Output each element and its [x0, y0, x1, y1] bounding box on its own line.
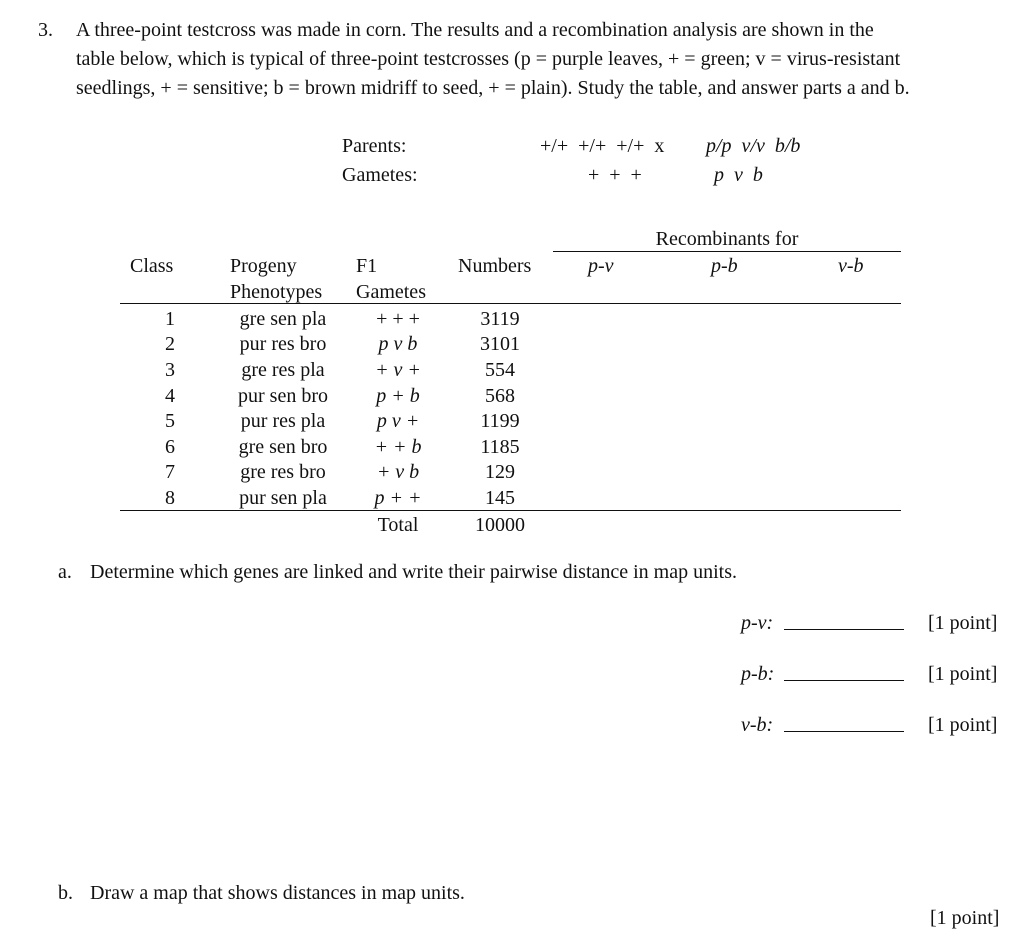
- gametes-label: Gametes:: [342, 164, 418, 186]
- row-number: 1199: [480, 410, 520, 432]
- part-b-points: [1 point]: [930, 907, 1000, 929]
- row-class: 3: [165, 359, 175, 381]
- col-numbers: Numbers: [458, 255, 532, 277]
- parents-genotype-right: p/p v/v b/b: [706, 135, 801, 157]
- col-vb: v-b: [838, 255, 864, 277]
- row-gametes: + v b: [376, 461, 420, 483]
- answer-vb-points: [1 point]: [928, 714, 998, 736]
- total-label: Total: [377, 514, 419, 536]
- col-pb: p-b: [711, 255, 738, 277]
- row-class: 1: [165, 308, 175, 330]
- row-gametes: p + b: [376, 385, 420, 407]
- row-phenotype: gre sen bro: [238, 436, 328, 458]
- row-class: 4: [165, 385, 175, 407]
- part-a-text: Determine which genes are linked and write their pairwise distance in map units.: [90, 561, 738, 583]
- row-class: 7: [165, 461, 175, 483]
- row-class: 5: [165, 410, 175, 432]
- row-phenotype: gre res bro: [240, 461, 326, 483]
- header-rule: [120, 303, 901, 304]
- question-line-2: table below, which is typical of three-point testcrosses (p = purple leaves, + = green; v = virus-resistant: [76, 48, 901, 70]
- col-pv: p-v: [588, 255, 614, 277]
- col-f1-2: Gametes: [356, 281, 426, 303]
- answer-vb-label: v-b:: [741, 714, 774, 736]
- gametes-left: + + +: [588, 164, 642, 186]
- answer-pv-label: p-v:: [741, 612, 774, 634]
- row-gametes: p v b: [378, 333, 418, 355]
- row-phenotype: pur res pla: [240, 410, 326, 432]
- row-number: 554: [485, 359, 515, 381]
- part-a-label: a.: [58, 561, 72, 583]
- recombinants-underline: [553, 251, 901, 252]
- part-b-label: b.: [58, 882, 73, 904]
- question-number: 3.: [38, 19, 53, 41]
- part-b-text: Draw a map that shows distances in map units.: [90, 882, 465, 904]
- row-phenotype: pur sen bro: [238, 385, 328, 407]
- answer-pb-points: [1 point]: [928, 663, 998, 685]
- row-phenotype: gre sen pla: [239, 308, 327, 330]
- row-class: 6: [165, 436, 175, 458]
- row-gametes: + + b: [374, 436, 422, 458]
- parents-label: Parents:: [342, 135, 407, 157]
- recombinants-header: Recombinants for: [655, 228, 799, 250]
- row-number: 3119: [480, 308, 520, 330]
- footer-rule: [120, 510, 901, 511]
- answer-vb-blank[interactable]: [784, 731, 904, 732]
- col-progeny-1: Progeny: [230, 255, 297, 277]
- gametes-right: p v b: [714, 164, 763, 186]
- col-progeny-2: Phenotypes: [230, 281, 323, 303]
- answer-pv-points: [1 point]: [928, 612, 998, 634]
- answer-pb-label: p-b:: [741, 663, 775, 685]
- col-f1-1: F1: [356, 255, 378, 277]
- row-phenotype: pur res bro: [239, 333, 327, 355]
- row-class: 2: [165, 333, 175, 355]
- row-gametes: p + +: [374, 487, 422, 509]
- parents-genotype-left: +/+ +/+ +/+ x: [540, 135, 665, 157]
- question-line-1: A three-point testcross was made in corn. The results and a recombination analysis are shown in the: [76, 19, 874, 41]
- row-class: 8: [165, 487, 175, 509]
- row-gametes: + v +: [375, 359, 421, 381]
- row-number: 568: [485, 385, 515, 407]
- row-gametes: + + +: [376, 308, 420, 330]
- row-phenotype: pur sen pla: [239, 487, 327, 509]
- answer-pv-blank[interactable]: [784, 629, 904, 630]
- row-phenotype: gre res pla: [241, 359, 325, 381]
- row-gametes: p v +: [376, 410, 420, 432]
- row-number: 3101: [480, 333, 520, 355]
- question-line-3: seedlings, + = sensitive; b = brown midriff to seed, + = plain). Study the table, and answer parts a and b.: [76, 77, 910, 99]
- row-number: 129: [485, 461, 515, 483]
- col-class: Class: [130, 255, 174, 277]
- row-number: 145: [485, 487, 515, 509]
- row-number: 1185: [480, 436, 520, 458]
- answer-pb-blank[interactable]: [784, 680, 904, 681]
- total-value: 10000: [475, 514, 525, 536]
